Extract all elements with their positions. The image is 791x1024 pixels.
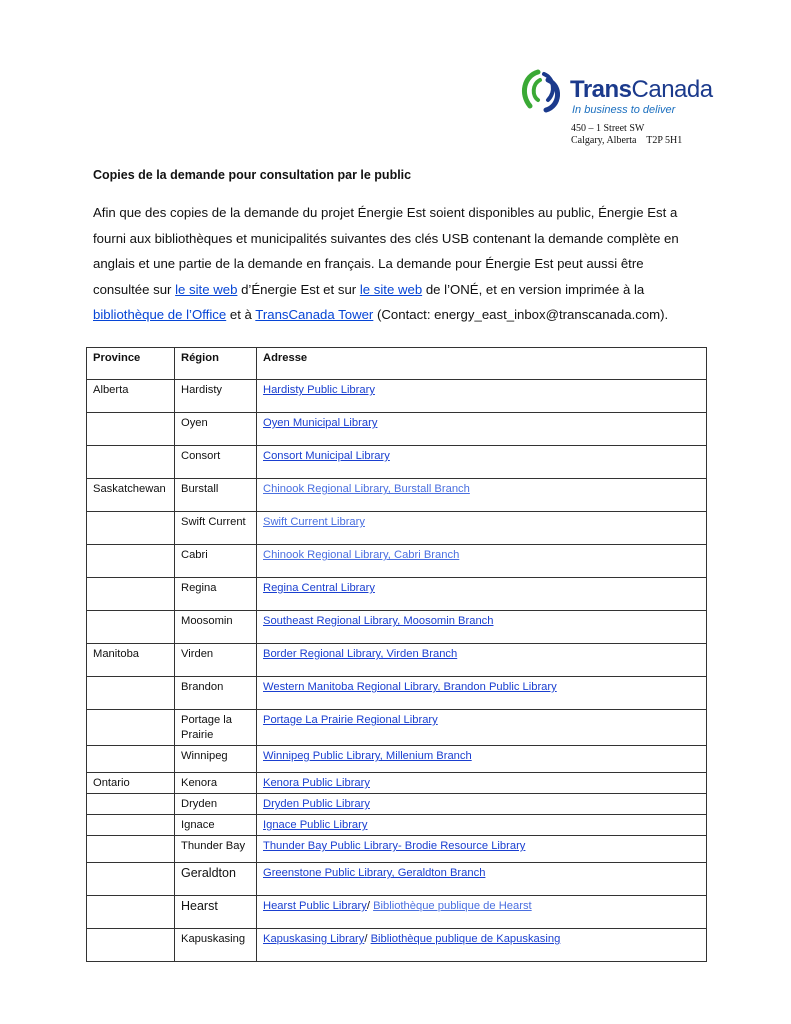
table-row [87,794,707,815]
address-line-1: 450 – 1 Street SW [571,123,645,134]
table-row [87,815,707,836]
table-row [87,446,707,479]
library-table [86,347,707,962]
cell-province: Saskatchewan [87,479,175,512]
cell-province [87,611,175,644]
cell-province [87,446,175,479]
cell-province [87,863,175,896]
library-link[interactable]: Portage La Prairie Regional Library [263,714,438,726]
page-title: Copies de la demande pour consultation par le public [93,168,412,182]
header-address: Adresse [257,348,707,380]
cell-region: Winnipeg [175,746,257,773]
para-text-4: et à [226,307,256,322]
cell-province [87,896,175,929]
cell-region: Hardisty [175,380,257,413]
table-row [87,413,707,446]
cell-address [257,836,707,863]
cell-province [87,836,175,863]
library-link[interactable]: Dryden Public Library [263,798,370,810]
library-link[interactable]: Regina Central Library [263,582,375,594]
brand-tagline: In business to deliver [572,104,676,116]
cell-province [87,578,175,611]
cell-address [257,677,707,710]
cell-address [257,545,707,578]
cell-region: Oyen [175,413,257,446]
cell-region: Hearst [175,896,257,929]
library-link[interactable]: Ignace Public Library [263,819,368,831]
library-link[interactable]: Kapuskasing Library [263,933,365,945]
cell-address [257,863,707,896]
library-link-fr[interactable]: Bibliothèque publique de Kapuskasing [370,933,561,945]
table-row [87,896,707,929]
neb-website-link[interactable]: le site web [359,281,423,297]
library-link[interactable]: Thunder Bay Public Library- Brodie Resource Library [263,840,526,852]
cell-address [257,929,707,962]
library-link[interactable]: Western Manitoba Regional Library, Brandon Public Library [263,681,557,693]
library-link[interactable]: Chinook Regional Library, Cabri Branch [263,549,460,561]
cell-address [257,446,707,479]
table-row [87,836,707,863]
library-link[interactable]: Kenora Public Library [263,777,370,789]
cell-address [257,413,707,446]
cell-province: Alberta [87,380,175,413]
table-row [87,929,707,962]
cell-address [257,815,707,836]
library-link[interactable]: Chinook Regional Library, Burstall Branch [263,483,470,495]
cell-province [87,710,175,746]
cell-address [257,773,707,794]
cell-region: Swift Current [175,512,257,545]
cell-region: Consort [175,446,257,479]
cell-province [87,512,175,545]
cell-region: Dryden [175,794,257,815]
header-region: Région [175,348,257,380]
cell-region: Burstall [175,479,257,512]
library-link[interactable]: Border Regional Library, Virden Branch [263,648,458,660]
table-row [87,611,707,644]
brand-bold: Trans [570,76,632,103]
table-header-row [87,348,707,380]
neb-library-link[interactable]: bibliothèque de l’Office [93,307,227,322]
table-row [87,512,707,545]
cell-province: Manitoba [87,644,175,677]
cell-address [257,794,707,815]
transcanada-tower-link[interactable]: TransCanada Tower [255,307,374,322]
para-text-1: Afin que des copies de la demande du projet Énergie Est soient disponibles au public, Énergie Est a fourni aux bibliothèques et municipalités suivantes des clés USB contenant la demande complète en anglais et une partie de la demande en français. La demande pour Énergie Est peut aussi être consultée sur [93,205,679,297]
cell-province [87,746,175,773]
library-link[interactable]: Consort Municipal Library [263,450,390,462]
cell-region: Thunder Bay [175,836,257,863]
table-row [87,773,707,794]
cell-province: Ontario [87,773,175,794]
table-row [87,746,707,773]
address-line-2: Calgary, Alberta T2P 5H1 [571,135,683,146]
link-separator: / [366,900,374,912]
brand-thin: Canada [631,76,713,103]
cell-region: Portage la Prairie [175,710,257,746]
para-text-5: (Contact: energy_east_inbox@transcanada.com). [373,307,669,322]
table-row [87,644,707,677]
cell-region: Moosomin [175,611,257,644]
table-row [87,380,707,413]
cell-address [257,611,707,644]
table-row [87,710,707,746]
para-text-2: d’Énergie Est et sur [237,281,360,297]
library-link[interactable]: Greenstone Public Library, Geraldton Branch [263,867,486,879]
transcanada-logo [518,68,713,118]
table-row [87,863,707,896]
cell-address [257,578,707,611]
cell-region: Brandon [175,677,257,710]
cell-address [257,710,707,746]
library-link-fr[interactable]: Bibliothèque publique de Hearst [373,900,532,912]
library-link[interactable]: Hardisty Public Library [263,384,375,396]
cell-region: Ignace [175,815,257,836]
table-row [87,578,707,611]
cell-address [257,896,707,929]
cell-province [87,794,175,815]
cell-province [87,677,175,710]
library-link[interactable]: Hearst Public Library [263,900,367,912]
table-row [87,545,707,578]
cell-address [257,380,707,413]
cell-province [87,929,175,962]
link-separator: / [364,933,371,945]
cell-province [87,815,175,836]
cell-region: Kapuskasing [175,929,257,962]
energy-east-website-link[interactable]: le site web [175,281,238,297]
cell-region: Virden [175,644,257,677]
para-text-3: de l’ONÉ, et en version imprimée à la [422,281,645,297]
library-link[interactable]: Winnipeg Public Library, Millenium Branch [263,750,472,762]
company-address [571,123,682,147]
brand-name [570,76,713,104]
cell-address [257,746,707,773]
transcanada-swirl-icon [518,68,566,114]
cell-region: Regina [175,578,257,611]
cell-address [257,644,707,677]
library-link[interactable]: Southeast Regional Library, Moosomin Branch [263,615,494,627]
table-row [87,677,707,710]
cell-region: Cabri [175,545,257,578]
library-link[interactable]: Oyen Municipal Library [263,417,378,429]
intro-paragraph [93,200,693,328]
table-row [87,479,707,512]
cell-address [257,479,707,512]
cell-region: Kenora [175,773,257,794]
cell-region: Geraldton [175,863,257,896]
cell-province [87,545,175,578]
cell-province [87,413,175,446]
cell-address [257,512,707,545]
library-link[interactable]: Swift Current Library [263,516,365,528]
header-province: Province [87,348,175,380]
